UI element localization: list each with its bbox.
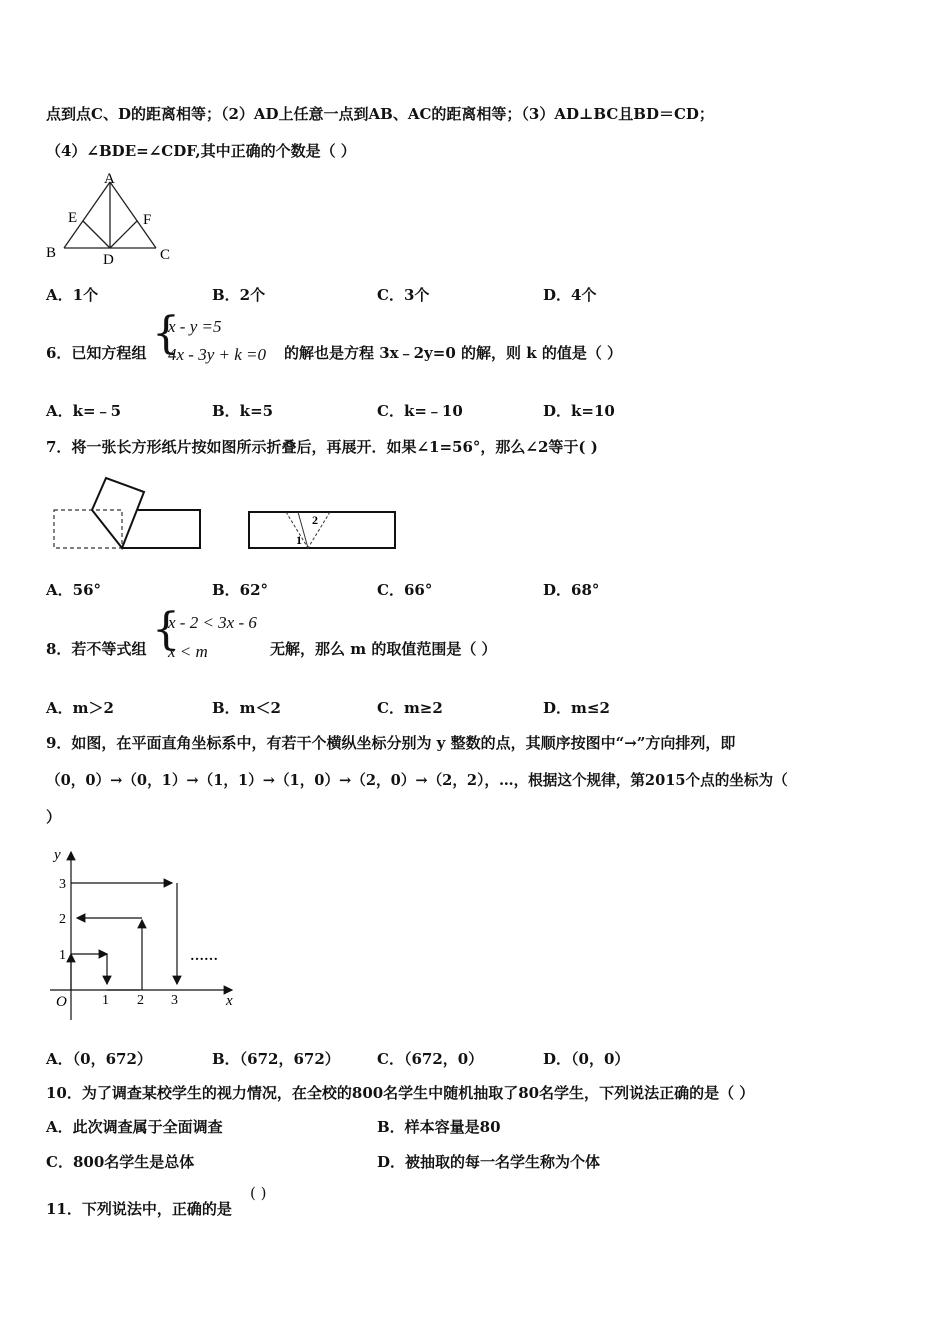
label-C: C: [160, 247, 171, 263]
q5-line2: （4）∠BDE=∠CDF,其中正确的个数是（ ）: [46, 142, 356, 160]
x-tick-2: 2: [137, 993, 144, 1008]
q11-paren: ( ): [250, 1184, 267, 1202]
q8-ineq1: x - 2 < 3x - 6: [168, 613, 257, 632]
q5-option-c: C．3个: [377, 286, 430, 304]
q7-option-c: C．66°: [377, 581, 433, 599]
x-tick-3: 3: [171, 993, 178, 1008]
q8-brace: {: [152, 604, 180, 655]
q7-fold-figure-2: [246, 510, 400, 554]
y-tick-1: 1: [59, 948, 66, 963]
q7-option-d: D．68°: [543, 581, 600, 599]
q10-option-b: B．样本容量是80: [377, 1118, 501, 1136]
label-A: A: [104, 171, 115, 187]
angle-2-label: 2: [312, 513, 318, 527]
q9-coordinate-figure: [44, 842, 244, 1027]
continuation-dots: ……: [190, 949, 218, 964]
q10-text: 10．为了调查某校学生的视力情况，在全校的800名学生中随机抽取了80名学生，下列说法正确的是（ ）: [46, 1084, 755, 1102]
q10-option-c: C．800名学生是总体: [46, 1153, 195, 1171]
origin-label: O: [56, 994, 67, 1010]
q6-option-d: D．k=10: [543, 402, 615, 420]
q5-triangle-figure: [40, 170, 190, 270]
q10-option-d: D．被抽取的每一名学生称为个体: [377, 1153, 601, 1171]
q8-option-a: A．m＞2: [46, 699, 114, 717]
label-F: F: [143, 212, 152, 228]
q9-option-c: C．（672，0）: [377, 1050, 484, 1068]
y-tick-3: 3: [59, 877, 66, 892]
q8-prefix: 8．若不等式组: [46, 640, 147, 658]
q6-eq2: 4x - 3y + k =0: [168, 345, 266, 364]
q10-option-a: A．此次调查属于全面调查: [46, 1118, 223, 1136]
q5-option-d: D．4个: [543, 286, 597, 304]
q6-option-b: B．k=5: [212, 402, 274, 420]
q7-option-a: A．56°: [46, 581, 102, 599]
q6-eq1: x - y =5: [168, 317, 222, 336]
q6-option-a: A．k=﹣5: [46, 402, 122, 420]
q6-suffix: 的解也是方程 3x﹣2y=0 的解，则 k 的值是（ ）: [284, 344, 623, 362]
q7-option-b: B．62°: [212, 581, 269, 599]
q6-option-c: C．k=﹣10: [377, 402, 463, 420]
q9-line2: （0，0）→（0，1）→（1，1）→（1，0）→（2，0）→（2，2），…，根据这个规律，第2015个点的坐标为（: [46, 772, 788, 789]
q8-suffix: 无解，那么 m 的取值范围是（ ）: [270, 640, 497, 658]
q8-option-c: C．m≥2: [377, 699, 443, 717]
q8-option-b: B．m＜2: [212, 699, 281, 717]
q8-ineq2: x < m: [168, 642, 208, 661]
label-B: B: [46, 245, 57, 261]
q7-text: 7．将一张长方形纸片按如图所示折叠后，再展开．如果∠1=56°，那么∠2等于( ): [46, 438, 598, 456]
q9-option-d: D．（0，0）: [543, 1050, 630, 1068]
x-axis-label: x: [226, 993, 233, 1009]
label-D: D: [103, 252, 114, 268]
q9-line3: ）: [46, 808, 62, 826]
label-E: E: [68, 210, 78, 226]
q5-option-b: B．2个: [212, 286, 266, 304]
q9-option-a: A．（0，672）: [46, 1050, 152, 1068]
q5-line1: 点到点C、D的距离相等；（2）AD上任意一点到AB、AC的距离相等；（3）AD⊥BC且BD＝CD；: [46, 105, 714, 123]
x-tick-1: 1: [102, 993, 109, 1008]
q9-option-b: B．（672，672）: [212, 1050, 340, 1068]
y-tick-2: 2: [59, 912, 66, 927]
q6-prefix: 6．已知方程组: [46, 344, 147, 362]
q5-option-a: A．1个: [46, 286, 99, 304]
q11-text: 11．下列说法中，正确的是: [46, 1200, 232, 1218]
q6-brace: {: [152, 308, 180, 359]
q8-option-d: D．m≤2: [543, 699, 610, 717]
angle-1-label: 1: [296, 533, 302, 547]
q9-line1: 9．如图，在平面直角坐标系中，有若干个横纵坐标分别为 y 整数的点，其顺序按图中“→”方向排列，即: [46, 734, 736, 752]
y-axis-label: y: [54, 847, 61, 863]
q7-fold-figure-1: [50, 474, 210, 556]
